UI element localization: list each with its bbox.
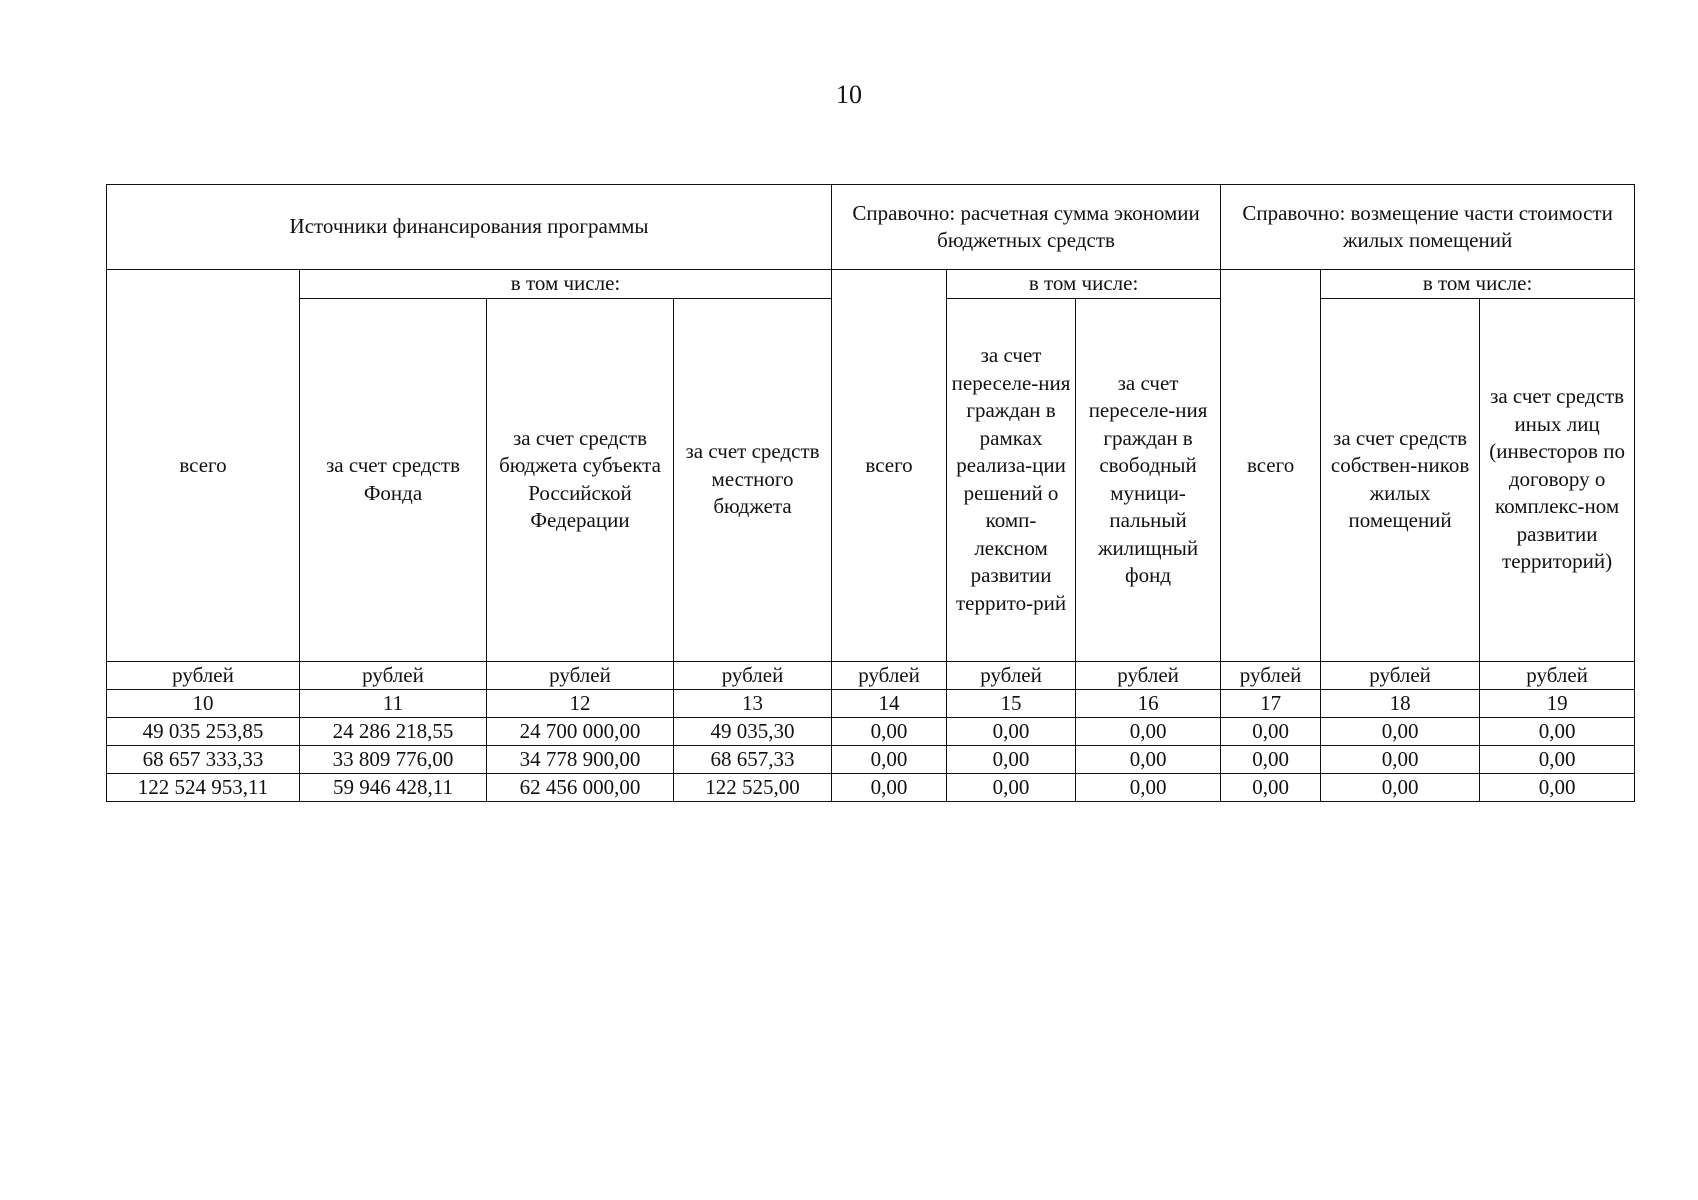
- col-header-14: всего: [832, 270, 947, 662]
- unit-cell: рублей: [1076, 661, 1221, 689]
- column-number-cell: 11: [300, 689, 487, 717]
- table-cell: 0,00: [1221, 773, 1321, 801]
- column-number-cell: 18: [1321, 689, 1480, 717]
- table-cell: 0,00: [947, 745, 1076, 773]
- units-row: [107, 661, 1635, 689]
- table-cell: 49 035,30: [674, 717, 832, 745]
- unit-cell: рублей: [947, 661, 1076, 689]
- column-number-cell: 10: [107, 689, 300, 717]
- subheader-compensation: в том числе:: [1321, 270, 1635, 299]
- group-header-savings: Справочно: расчетная сумма экономии бюджетных средств: [832, 185, 1221, 270]
- table-cell: 122 525,00: [674, 773, 832, 801]
- table-cell: 0,00: [832, 717, 947, 745]
- col-header-18: за счет средств собствен-ников жилых помещений: [1321, 298, 1480, 661]
- column-number-cell: 19: [1480, 689, 1635, 717]
- column-number-cell: 12: [487, 689, 674, 717]
- table-cell: 62 456 000,00: [487, 773, 674, 801]
- table-cell: 0,00: [1221, 745, 1321, 773]
- table-cell: 0,00: [1321, 745, 1480, 773]
- col-header-11: за счет средств Фонда: [300, 298, 487, 661]
- table-cell: 0,00: [1321, 717, 1480, 745]
- table-cell: 24 286 218,55: [300, 717, 487, 745]
- table-cell: 0,00: [1076, 717, 1221, 745]
- group-header-row: [107, 185, 1635, 270]
- table-cell: 122 524 953,11: [107, 773, 300, 801]
- table-cell: 68 657 333,33: [107, 745, 300, 773]
- table-cell: 0,00: [1076, 773, 1221, 801]
- col-header-10: всего: [107, 270, 300, 662]
- col-header-17: всего: [1221, 270, 1321, 662]
- table-cell: 68 657,33: [674, 745, 832, 773]
- table-cell: 34 778 900,00: [487, 745, 674, 773]
- table-cell: 24 700 000,00: [487, 717, 674, 745]
- table-row: [107, 745, 1635, 773]
- unit-cell: рублей: [1321, 661, 1480, 689]
- table-cell: 33 809 776,00: [300, 745, 487, 773]
- column-number-cell: 14: [832, 689, 947, 717]
- column-number-row: [107, 689, 1635, 717]
- unit-cell: рублей: [674, 661, 832, 689]
- page-number: 10: [836, 80, 862, 109]
- unit-cell: рублей: [832, 661, 947, 689]
- table-cell: 0,00: [1321, 773, 1480, 801]
- column-number-cell: 17: [1221, 689, 1321, 717]
- financing-table: [106, 184, 1635, 802]
- table-cell: 0,00: [1480, 745, 1635, 773]
- table-cell: 0,00: [832, 745, 947, 773]
- col-header-13: за счет средств местного бюджета: [674, 298, 832, 661]
- table-cell: 0,00: [947, 773, 1076, 801]
- col-header-12: за счет средств бюджета субъекта Российской Федерации: [487, 298, 674, 661]
- table-cell: 0,00: [1480, 773, 1635, 801]
- subheader-row: [107, 270, 1635, 299]
- table-row: [107, 717, 1635, 745]
- col-header-15: за счет переселе-ния граждан в рамках реализа-ции решений о комп-лексном развитии террито-рий: [947, 298, 1076, 661]
- table-cell: 59 946 428,11: [300, 773, 487, 801]
- group-header-compensation: Справочно: возмещение части стоимости жилых помещений: [1221, 185, 1635, 270]
- unit-cell: рублей: [487, 661, 674, 689]
- unit-cell: рублей: [1221, 661, 1321, 689]
- table-cell: 0,00: [947, 717, 1076, 745]
- subheader-sources: в том числе:: [300, 270, 832, 299]
- column-number-cell: 15: [947, 689, 1076, 717]
- table-cell: 0,00: [832, 773, 947, 801]
- table-cell: 0,00: [1221, 717, 1321, 745]
- subheader-savings: в том числе:: [947, 270, 1221, 299]
- column-number-cell: 13: [674, 689, 832, 717]
- unit-cell: рублей: [107, 661, 300, 689]
- group-header-sources: Источники финансирования программы: [107, 185, 832, 270]
- table-row: [107, 773, 1635, 801]
- column-number-cell: 16: [1076, 689, 1221, 717]
- unit-cell: рублей: [1480, 661, 1635, 689]
- unit-cell: рублей: [300, 661, 487, 689]
- col-header-16: за счет переселе-ния граждан в свободный муници-пальный жилищный фонд: [1076, 298, 1221, 661]
- table-cell: 0,00: [1480, 717, 1635, 745]
- table-cell: 0,00: [1076, 745, 1221, 773]
- table-cell: 49 035 253,85: [107, 717, 300, 745]
- col-header-19: за счет средств иных лиц (инвесторов по договору о комплекс-ном развитии территорий): [1480, 298, 1635, 661]
